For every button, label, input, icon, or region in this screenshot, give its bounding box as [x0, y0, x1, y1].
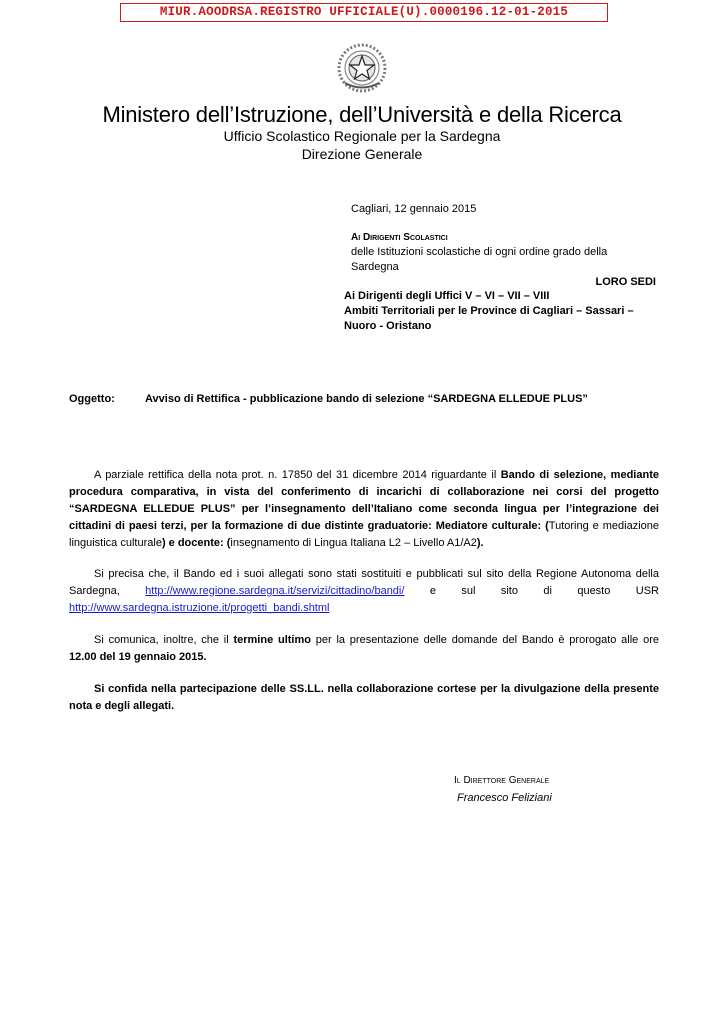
direction-subtitle: Direzione Generale	[301, 146, 423, 162]
recipients-block	[351, 230, 607, 275]
offices-line3: Nuoro - Oristano	[344, 320, 432, 332]
p4-text: Si confida nella partecipazione delle SS.LL. nella collaborazione cortese per la divulgazione della presente nota e degli allegati.	[69, 683, 659, 712]
p1-text-a: A parziale rettifica della nota prot. n. 17850 del 31 dicembre 2014 riguardante il	[94, 469, 501, 481]
paragraph-2	[69, 566, 659, 617]
paragraph-3	[69, 632, 659, 666]
p3-text-a: Si comunica, inoltre, che il	[94, 634, 234, 646]
p2-text-a: Si precisa che, il Bando ed i suoi allegati sono stati sostituiti e pubblicati sul sito della Regione Autonoma della Sardegna,	[69, 568, 659, 597]
p2-text-b: e sul sito di questo USR	[404, 585, 659, 597]
recipients-title: Ai Dirigenti Scolastici	[351, 232, 448, 243]
p1-text-b: Bando di selezione, mediante procedura comparativa, in vista del conferimento di incarichi di collaborazione nei corsi del progetto “SARDEGNA ELLEDUE PLUS” per l’insegnamento dell’Italiano come seconda lingua per l’integrazione dei cittadini di paesi terzi, per la formazione di due distinte graduatorie: Mediatore culturale: (	[69, 469, 659, 532]
recipients-line1: delle Istituzioni scolastiche di ogni ordine grado della	[351, 246, 608, 258]
signature-title: Il Direttore Generale	[454, 775, 550, 786]
p3-text-c: per la presentazione delle domande del Bando è prorogato alle ore	[310, 634, 659, 646]
p3-text-d: 12.00 del 19 gennaio 2015.	[69, 651, 207, 663]
offices-recipients-block	[344, 289, 644, 334]
recipients-line2: Sardegna	[351, 261, 399, 273]
usr-sardegna-link[interactable]: http://www.sardegna.istruzione.it/progetti_bandi.shtml	[69, 602, 330, 614]
subject-text: Avviso di Rettifica - pubblicazione bando di selezione “SARDEGNA ELLEDUE PLUS”	[145, 393, 588, 405]
ministry-title: Ministero dell’Istruzione, dell’Università e della Ricerca	[102, 102, 622, 127]
letter-date: Cagliari, 12 gennaio 2015	[351, 203, 477, 215]
paragraph-4	[69, 681, 659, 715]
subject-label: Oggetto:	[69, 393, 115, 405]
offices-line1: Ai Dirigenti degli Uffici V – VI – VII – VIII	[344, 290, 550, 302]
subject-line	[69, 393, 588, 405]
offices-line2: Ambiti Territoriali per le Province di Cagliari – Sassari –	[344, 305, 634, 317]
italian-republic-emblem-icon	[337, 43, 387, 93]
p1-text-c: Tutoring e mediazione linguistica culturale	[69, 520, 659, 549]
p1-text-f: ).	[476, 537, 484, 549]
p3-text-b: termine ultimo	[233, 634, 311, 646]
p1-text-e: insegnamento di Lingua Italiana L2 – Livello A1/A2	[230, 537, 477, 549]
loro-sedi: LORO SEDI	[595, 276, 656, 288]
paragraph-1	[69, 467, 659, 552]
protocol-stamp: MIUR.AOODRSA.REGISTRO UFFICIALE(U).0000196.12-01-2015	[120, 3, 608, 22]
p1-text-d: ) e docente: (	[161, 537, 231, 549]
signature-name: Francesco Feliziani	[457, 792, 552, 804]
office-subtitle: Ufficio Scolastico Regionale per la Sardegna	[223, 128, 501, 144]
regione-sardegna-link[interactable]: http://www.regione.sardegna.it/servizi/cittadino/bandi/	[145, 585, 405, 597]
